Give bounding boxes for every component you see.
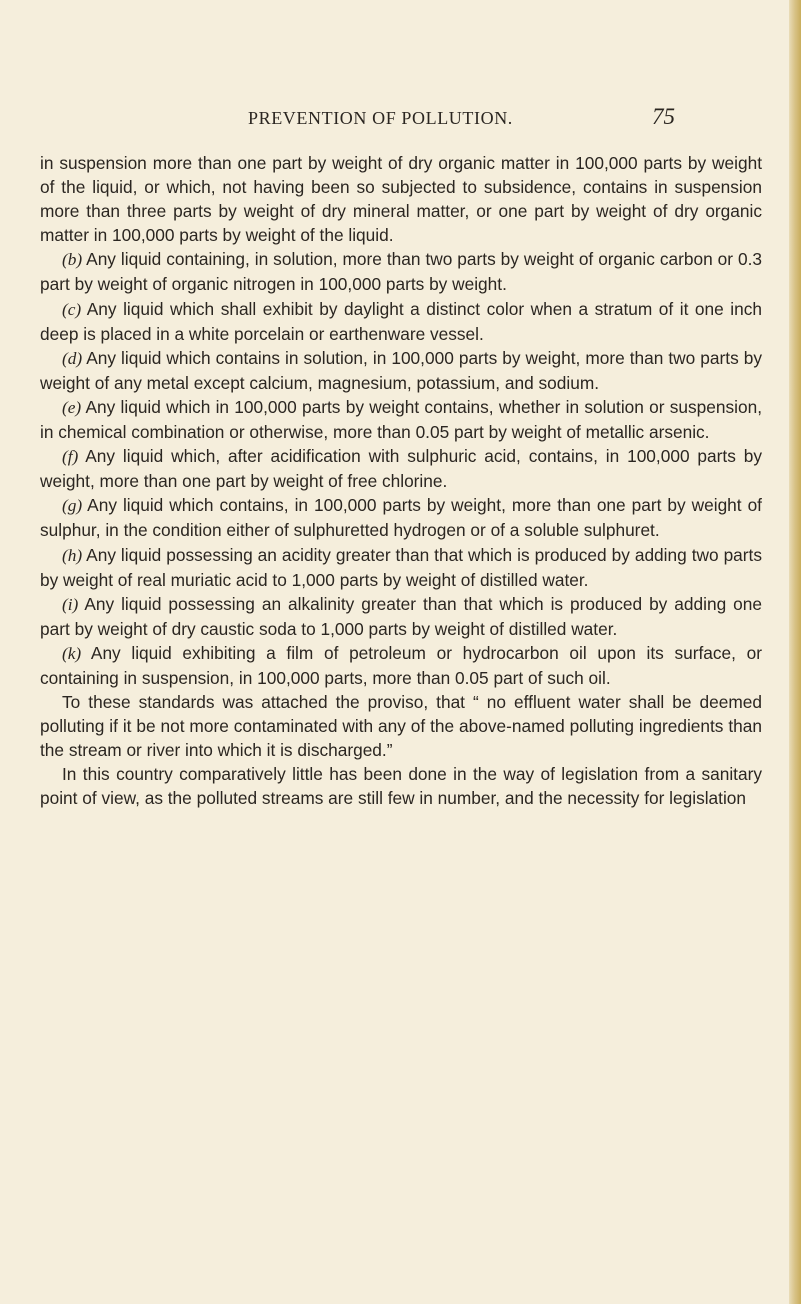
running-title: PREVENTION OF POLLUTION. [248,108,513,128]
paragraph-f [40,444,762,493]
item-marker: (e) [62,397,82,417]
item-marker: (c) [62,299,82,319]
paragraph-text: Any liquid which in 100,000 parts by weight contains, whether in solution or suspension, in chemical combination or otherwise, more than 0.05 part by weight of metallic arsenic. [40,396,762,443]
item-marker: (b) [62,250,83,270]
paragraph-text: In this country comparatively little has been done in the way of legislation from a sanitary point of view, as the polluted streams are still few in number, and the necessity for legislation [40,764,762,809]
item-marker: (g) [62,496,83,516]
paragraph-proviso [40,690,762,762]
item-marker: (f) [62,447,79,467]
paragraph-text: Any liquid which shall exhibit by daylight a distinct color when a stratum of it one inch deep is placed in a white porcelain or earthenware vessel. [40,298,762,344]
paragraph-legislation [40,762,762,810]
item-marker: (k) [62,643,82,663]
page-edge [789,0,801,1304]
paragraph-b [40,247,762,296]
paragraph-text: Any liquid possessing an alkalinity greater than that which is produced by adding one part by weight of dry caustic soda to 1,000 parts by weight of distilled water. [40,593,762,639]
item-marker: (d) [62,348,83,368]
paragraph-i [40,592,762,641]
paragraph-text: Any liquid which contains in solution, in 100,000 parts by weight, more than two parts by weight of any metal except calcium, magnesium, potassium, and sodium. [40,347,762,393]
paragraph-continued [40,151,762,247]
paragraph-d [40,346,762,395]
paragraph-text: Any liquid which, after acidification with sulphuric acid, contains, in 100,000 parts by weight, more than one part by weight of free chlorine. [40,446,762,492]
paragraph-h [40,543,762,592]
item-marker: (h) [62,545,83,565]
body-text [40,151,762,811]
paragraph-g [40,493,762,542]
paragraph-text: Any liquid which contains, in 100,000 parts by weight, more than one part by weight of sulphur, in the condition either of sulphuretted hydrogen or of a soluble sulphuret. [40,495,762,541]
paragraph-c [40,297,762,346]
page-header [40,104,760,138]
paragraph-k [40,641,762,690]
page-number: 75 [652,104,675,129]
paragraph-text: in suspension more than one part by weight of dry organic matter in 100,000 parts by weight of the liquid, or which, not having been so subjected to subsidence, contains in suspension more than three parts by weight of dry mineral matter, or one part by weight of dry organic matter in 100,000 parts by weight of the liquid. [40,153,762,246]
paragraph-text: To these standards was attached the proviso, that “ no effluent water shall be deemed polluting if it be not more contaminated with any of the above-named polluting ingredients than the stream or river into which it is discharged.” [40,692,762,761]
paragraph-text: Any liquid possessing an acidity greater than that which is produced by adding two parts by weight of real muriatic acid to 1,000 parts by weight of distilled water. [40,544,762,590]
paragraph-text: Any liquid exhibiting a film of petroleum or hydrocarbon oil upon its surface, or containing in suspension, in 100,000 parts, more than 0.05 part of such oil. [40,642,762,688]
paragraph-e [40,395,762,444]
paragraph-text: Any liquid containing, in solution, more than two parts by weight of organic carbon or 0.3 part by weight of organic nitrogen in 100,000 parts by weight. [40,249,762,295]
item-marker: (i) [62,594,79,614]
